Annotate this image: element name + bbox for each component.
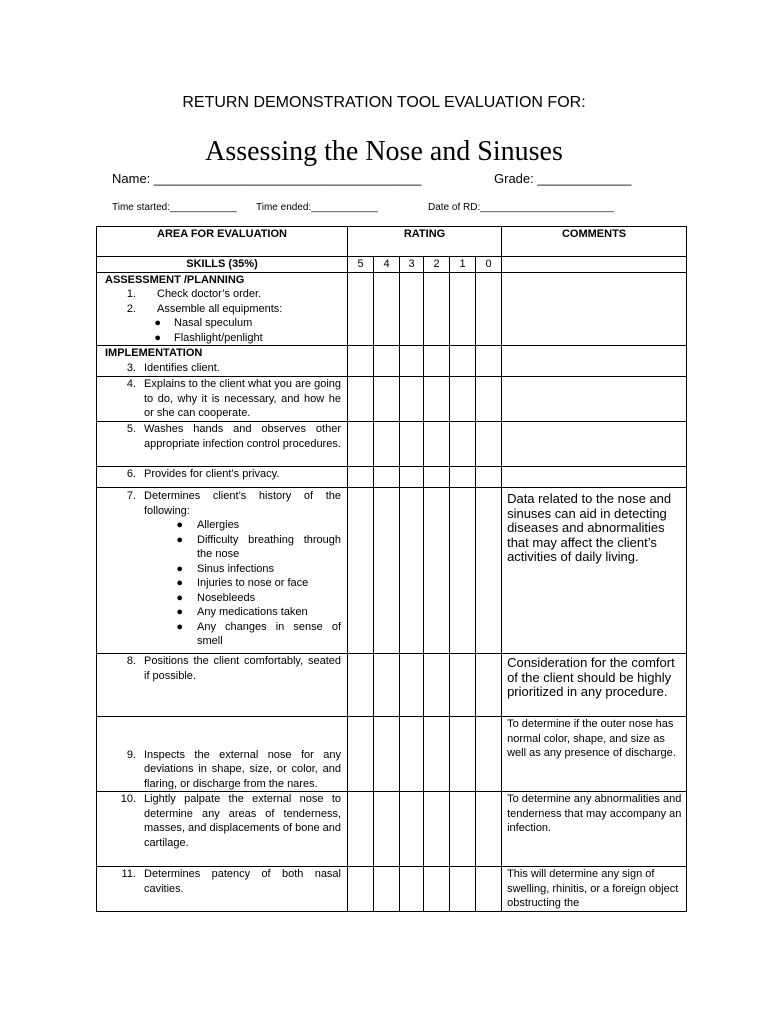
table-row <box>97 422 687 467</box>
comment-11: This will determine any sign of swelling, rhinitis, or a foreign object obstructing the <box>502 867 687 912</box>
bullet-item: ● Injuries to nose or face <box>176 577 309 589</box>
table-row <box>97 272 687 346</box>
rating-0: 0 <box>476 257 502 273</box>
date-of-rd: Date of RD:________________________ <box>428 202 614 213</box>
bullet-item: ● Sinus infections <box>176 562 275 575</box>
rating-5: 5 <box>348 257 374 273</box>
time-ended: Time ended:____________ <box>256 202 378 213</box>
item-4: 4. Explains to the client what you are going to do, why it is necessary, and how he or she can cooperate. <box>126 378 341 419</box>
bullet-item: ● Allergies <box>176 519 240 531</box>
item-10: 10. Lightly palpate the external nose to determine any areas of tenderness, masses, and displacements of bone and cartilage. <box>120 793 341 849</box>
skills-label: SKILLS (35%) <box>97 257 348 273</box>
section-implementation: IMPLEMENTATION <box>105 347 203 359</box>
comment-10: To determine any abnormalities and tenderness that may accompany an infection. <box>502 792 687 867</box>
skills-row <box>97 257 687 273</box>
bullet-item: ● Flashlight/penlight <box>154 331 263 344</box>
grade-blank: _____________ <box>537 171 632 186</box>
item-2: 2. Assemble all equipments: <box>126 302 283 315</box>
table-row <box>97 467 687 488</box>
col-rating-header: RATING <box>348 227 502 257</box>
table-row <box>97 717 687 792</box>
comment-7: Data related to the nose and sinuses can aid in detecting diseases and abnormalities that may affect the client’s activities of daily living. <box>502 488 687 654</box>
page-title: Assessing the Nose and Sinuses <box>205 136 563 167</box>
bullet-item: ● Nosebleeds <box>176 591 256 604</box>
comment-9: To determine if the outer nose has normal color, shape, and size as well as any presence of discharge. <box>502 717 687 792</box>
section-assessment: ASSESSMENT /PLANNING <box>105 273 245 286</box>
item-3: 3. Identifies client. <box>126 361 220 374</box>
grade-label: Grade: <box>494 171 534 186</box>
item-9: 9. Inspects the external nose for any deviations in shape, size, or color, and flaring, or discharge from the nares. <box>126 748 341 790</box>
item-8: 8. Positions the client comfortably, seated if possible. <box>126 655 341 682</box>
bullet-item: ● Any medications taken <box>176 606 308 618</box>
table-row <box>97 654 687 717</box>
rating-1: 1 <box>450 257 476 273</box>
table-row <box>97 867 687 912</box>
rating-4: 4 <box>374 257 400 273</box>
rating-3: 3 <box>400 257 424 273</box>
col-comments-header: COMMENTS <box>502 227 687 257</box>
name-label: Name: <box>112 171 151 186</box>
grade-field <box>494 171 631 186</box>
item-5: 5. Washes hands and observes other appropriate infection control procedures. <box>126 423 341 450</box>
item-7: 7. Determines client’s history of the following: <box>126 490 341 517</box>
item-11: 11. Determines patency of both nasal cavities. <box>121 868 341 895</box>
table-row <box>97 377 687 422</box>
rating-2: 2 <box>424 257 450 273</box>
form-header: RETURN DEMONSTRATION TOOL EVALUATION FOR: <box>182 94 586 111</box>
item-6: 6. Provides for client’s privacy. <box>126 468 280 480</box>
col-area-header: AREA FOR EVALUATION <box>97 227 348 257</box>
name-field <box>112 171 421 186</box>
evaluation-table <box>96 226 687 912</box>
name-blank: _____________________________________ <box>153 171 422 186</box>
table-row <box>97 488 687 654</box>
table-row <box>97 346 687 377</box>
bullet-item: ● Any changes in sense of smell <box>176 620 341 647</box>
bullet-item: ● Nasal speculum <box>154 317 253 329</box>
bullet-item: ● Difficulty breathing through the nose <box>176 533 341 560</box>
time-started: Time started:____________ <box>112 202 237 213</box>
comment-8: Consideration for the comfort of the client should be highly prioritized in any procedure. <box>502 654 687 717</box>
table-header-row <box>97 227 687 257</box>
comment-cell <box>502 257 687 273</box>
item-1: 1. Check doctor’s order. <box>126 288 262 300</box>
table-row <box>97 792 687 867</box>
